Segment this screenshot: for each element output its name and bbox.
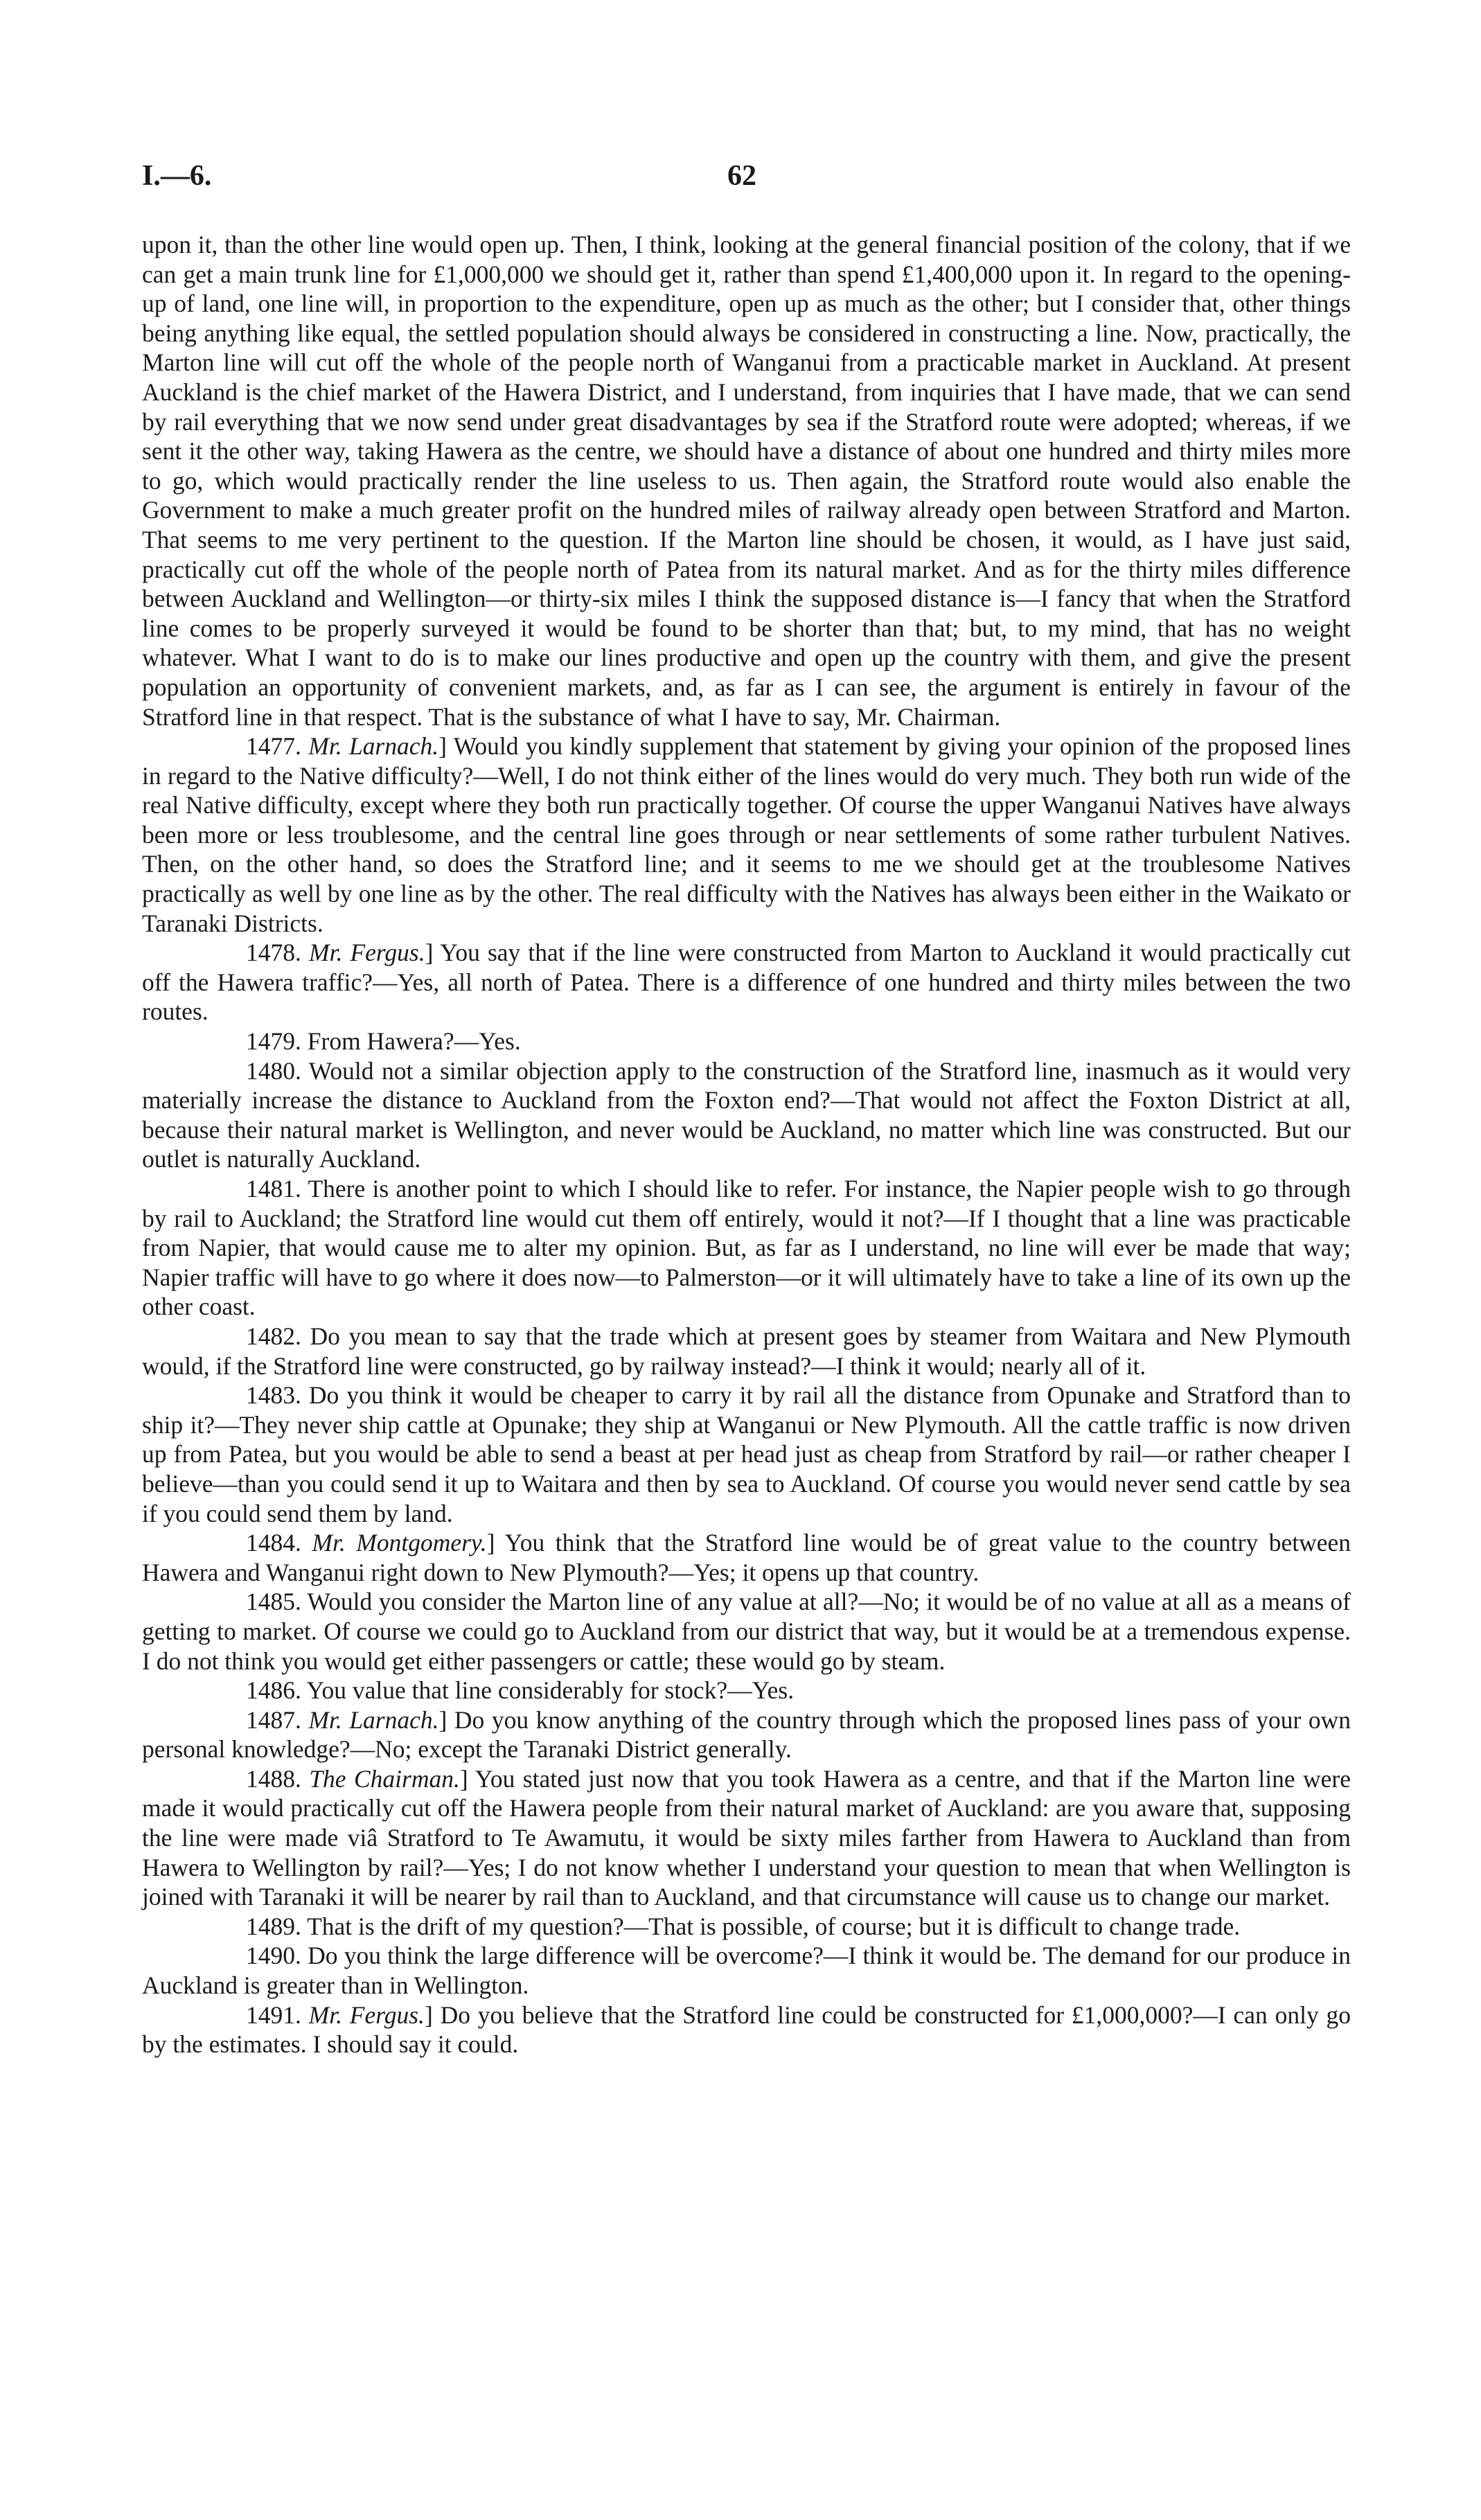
question-1487: 1487. Mr. Larnach.] Do you know anything of the country through which the proposed lines pass of your own personal knowledge?—No; except the Taranaki District generally. (142, 1705, 1351, 1764)
question-1483 (142, 1381, 1351, 1528)
question-text: You think that the Stratford line would be of great value to the country between Hawera and Wanganui right down to New Plymouth?—Yes; it opens up that country. (142, 1529, 1351, 1586)
question-text: Would not a similar objection apply to the construction of the Stratford line, inasmuch as it would very materially increase the distance to Auckland from the Foxton end?—That would not affect the Foxton District at all, because their natural market is Wellington, and never would be Auckland, no matter which line was constructed. But our outlet is naturally Auckland. (142, 1056, 1351, 1173)
speaker: Mr. Larnach. (308, 732, 439, 761)
question-number: 1481. (246, 1175, 301, 1203)
document-reference: I.—6. (142, 160, 212, 192)
question-number: 1489. (246, 1912, 301, 1940)
question-number: 1491. (246, 2000, 301, 2029)
question-text: You say that if the line were constructed from Marton to Auckland it would practically cut off the Hawera traffic?—Yes, all north of Patea. There is a difference of one hundred and thirty miles between the two routes. (142, 939, 1351, 1026)
question-number: 1484. (246, 1529, 301, 1557)
question-number: 1487. (246, 1705, 301, 1734)
question-1484: 1484. Mr. Montgomery.] You think that the Stratford line would be of great value to the country between Hawera and Wanganui right down to New Plymouth?—Yes; it opens up that country. (142, 1529, 1351, 1586)
question-1481 (142, 1174, 1351, 1322)
question-1488: 1488. The Chairman.] You stated just now that you took Hawera as a centre, and that if the Marton line were made it would practically cut off the Hawera people from their natural market of Auckland: are you aware that, supposing the line were made viâ Stratford to Te Awamutu, it would be sixty miles farther from Hawera to Auckland than from Hawera to Wellington by rail?—Yes; I do not know whether I understand your question to mean that when Wellington is joined with Taranaki it will be nearer by rail than to Auckland, and that circumstance will cause us to change our market. (142, 1764, 1351, 1911)
question-number: 1478. (246, 939, 301, 967)
question-number: 1483. (246, 1381, 301, 1410)
question-number: 1482. (246, 1322, 301, 1350)
question-1491: 1491. Mr. Fergus.] Do you believe that the Stratford line could be constructed for £1,000,000?—I can only go by the estimates. I should say it could. (142, 2000, 1351, 2059)
question-text: Would you consider the Marton line of any value at all?—No; it would be of no value at all as a means of getting to market. Of course we could go to Auckland from our district that way, but it would be at a tremendous expense. I do not think you would get either passengers or cattle; these would go by steam. (142, 1588, 1351, 1675)
question-1480 (142, 1056, 1351, 1174)
question-text: Do you think it would be cheaper to carry it by rail all the distance from Opunake and Stratford than to ship it?—They never ship cattle at Opunake; they ship at Wanganui or New Plymouth. All the cattle traffic is now driven up from Patea, but you would be able to send a beast at per head just as cheap from Stratford by rail—or rather cheaper I believe—than you could send it up to Waitara and then by sea to Auckland. Of course you would never send cattle by sea if you could send them by land. (142, 1381, 1351, 1527)
question-1478: 1478. Mr. Fergus.] You say that if the line were constructed from Marton to Auckland it would practically cut off the Hawera traffic?—Yes, all north of Patea. There is a difference of one hundred and thirty miles between the two routes. (142, 939, 1351, 1026)
speaker: Mr. Montgomery. (312, 1529, 487, 1557)
question-number: 1486. (246, 1676, 301, 1705)
question-text: You stated just now that you took Hawera as a centre, and that if the Marton line were made it would practically cut off the Hawera people from their natural market of Auckland: are you aware that, supposing the line were made viâ Stratford to Te Awamutu, it would be sixty miles farther from Hawera to Auckland than from Hawera to Wellington by rail?—Yes; I do not know whether I understand your question to mean that when Wellington is joined with Taranaki it will be nearer by rail than to Auckland, and that circumstance will cause us to change our market. (142, 1764, 1351, 1911)
speaker: The Chairman. (309, 1764, 460, 1793)
question-number: 1485. (246, 1588, 301, 1616)
question-number: 1490. (246, 1942, 301, 1970)
question-number: 1480. (246, 1056, 301, 1085)
question-1486 (142, 1676, 1351, 1705)
page-number: 62 (727, 160, 756, 192)
question-text: That is the drift of my question?—That is possible, of course; but it is difficult to change trade. (307, 1912, 1241, 1940)
question-text: Do you know anything of the country through which the proposed lines pass of your own personal knowledge?—No; except the Taranaki District generally. (142, 1705, 1351, 1764)
question-text: There is another point to which I should like to refer. For instance, the Napier people wish to go through by rail to Auckland; the Stratford line would cut them off entirely, would it not?—If I thought that a line was practicable from Napier, that would cause me to alter my opinion. But, as far as I understand, no line will ever be made that way; Napier traffic will have to go where it does now—to Palmerston—or it will ultimately have to take a line of its own up the other coast. (142, 1175, 1351, 1321)
page-header (0, 159, 1481, 201)
speaker: Mr. Fergus. (309, 939, 425, 967)
question-text: Would you kindly supplement that statement by giving your opinion of the proposed lines in regard to the Native difficulty?—Well, I do not think either of the lines would do very much. They both run wide of the real Native difficulty, except where they both run practically together. Of course the upper Wanganui Natives have always been more or less troublesome, and the central line goes through or near settlements of some rather turbulent Natives. Then, on the other hand, so does the Stratford line; and it seems to me we should get at the troublesome Natives practically as well by one line as by the other. The real difficulty with the Natives has always been either in the Waikato or Taranaki Districts. (142, 732, 1351, 937)
question-text: Do you think the large difference will be overcome?—I think it would be. The demand for our produce in Auckland is greater than in Wellington. (142, 1942, 1351, 2000)
question-1482 (142, 1322, 1351, 1381)
body-text (142, 230, 1351, 2059)
question-1479 (142, 1027, 1351, 1056)
question-1477: 1477. Mr. Larnach.] Would you kindly supplement that statement by giving your opinion of the proposed lines in regard to the Native difficulty?—Well, I do not think either of the lines would do very much. They both run wide of the real Native difficulty, except where they both run practically together. Of course the upper Wanganui Natives have always been more or less troublesome, and the central line goes through or near settlements of some rather turbulent Natives. Then, on the other hand, so does the Stratford line; and it seems to me we should get at the troublesome Natives practically as well by one line as by the other. The real difficulty with the Natives has always been either in the Waikato or Taranaki Districts. (142, 732, 1351, 937)
question-number: 1477. (246, 732, 301, 761)
question-text: Do you believe that the Stratford line could be constructed for £1,000,000?—I can only go by the estimates. I should say it could. (142, 2000, 1351, 2059)
speaker: Mr. Fergus. (308, 2000, 425, 2029)
question-1490 (142, 1941, 1351, 2000)
question-1489 (142, 1912, 1351, 1942)
question-text: From Hawera?—Yes. (307, 1027, 521, 1056)
question-number: 1488. (246, 1764, 301, 1793)
speaker: Mr. Larnach. (308, 1705, 439, 1734)
opening-paragraph: upon it, than the other line would open up. Then, I think, looking at the general financial position of the colony, that if we can get a main trunk line for £1,000,000 we should get it, rather than spend £1,400,000 upon it. In regard to the opening-up of land, one line will, in proportion to the expenditure, open up as much as the other; but I consider that, other things being anything like equal, the settled population should always be considered in constructing a line. Now, practically, the Marton line will cut off the whole of the people north of Wanganui from a practicable market in Auckland. At present Auckland is the chief market of the Hawera District, and I understand, from inquiries that I have made, that we can send by rail everything that we now send under great disadvantages by sea if the Stratford route were adopted; whereas, if we sent it the other way, taking Hawera as the centre, we should have a distance of about one hundred and thirty miles more to go, which would practically render the line useless to us. Then again, the Stratford route would also enable the Government to make a much greater profit on the hundred miles of railway already open between Stratford and Marton. That seems to me very pertinent to the question. If the Marton line should be chosen, it would, as I have just said, practically cut off the whole of the people north of Patea from its natural market. And as for the thirty miles difference between Auckland and Wellington—or thirty-six miles I think the supposed distance is—I fancy that when the Stratford line comes to be properly surveyed it would be found to be shorter than that; but, to my mind, that has no weight whatever. What I want to do is to make our lines productive and open up the country with them, and give the present population an opportunity of convenient markets, and, as far as I can see, the argument is entirely in favour of the Stratford line in that respect. That is the substance of what I have to say, Mr. Chairman. (142, 231, 1351, 731)
question-1485 (142, 1587, 1351, 1676)
question-number: 1479. (246, 1027, 301, 1056)
question-text: Do you mean to say that the trade which at present goes by steamer from Waitara and New Plymouth would, if the Stratford line were constructed, go by railway instead?—I think it would; nearly all of it. (142, 1322, 1351, 1380)
question-text: You value that line considerably for stock?—Yes. (306, 1676, 795, 1705)
